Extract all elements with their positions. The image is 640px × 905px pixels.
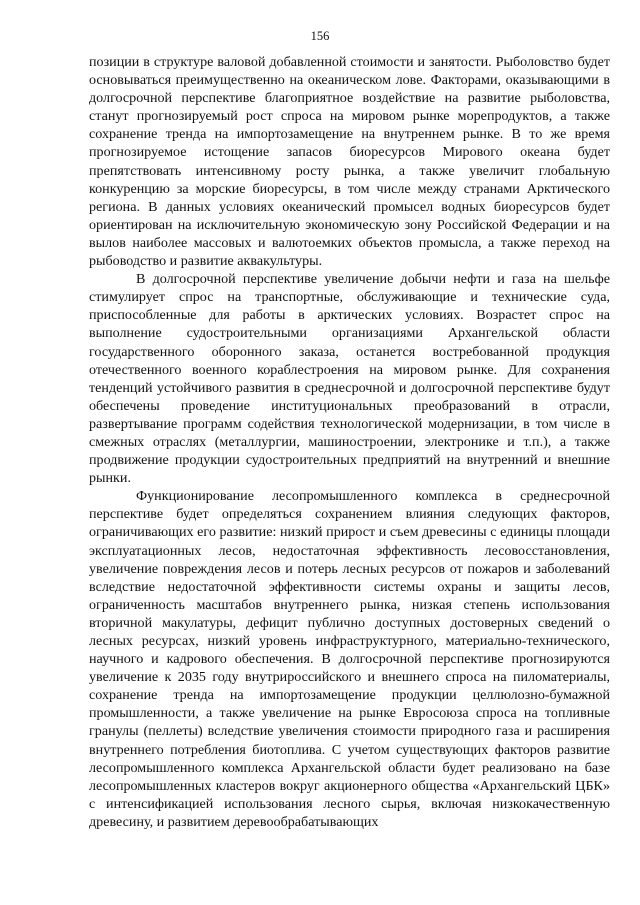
page-number: 156 xyxy=(310,29,330,43)
body-text xyxy=(89,53,610,831)
paragraph-shipbuilding: В долгосрочной перспективе увеличение добычи нефти и газа на шельфе стимулирует спрос на транспортные, обслуживающие и технические суда, приспособленные для работы в арктических условиях. Возрастет спрос на выполнение судостроительными организациями Архангельской области государственного оборонного заказа, останется востребованной продукция отечественного военного кораблестроения на мировом рынке. Для сохранения тенденций устойчивого развития в среднесрочной и долгосрочной перспективе будут обеспечены проведение институциональных преобразований в отрасли, развертывание программ содействия технологической модернизации, в том числе в смежных отраслях (металлургии, машиностроении, электронике и т.п.), а также продвижение продукции судостроительных предприятий на внутренний и внешние рынки. xyxy=(89,271,610,487)
paragraph-fisheries: позиции в структуре валовой добавленной стоимости и занятости. Рыболовство будет основываться преимущественно на океаническом лове. Факторами, оказывающими в долгосрочной перспективе благоприятное воздействие на развитие рыболовства, станут прогнозируемый рост спроса на мировом рынке морепродуктов, а также сохранение тренда на импортозамещение на внутреннем рынке. В то же время прогнозируемое истощение запасов биоресурсов Мирового океана будет препятствовать интенсивному росту рынка, а также увеличит глобальную конкуренцию за морские биоресурсы, в том числе между странами Арктического региона. В данных условиях океанический промысел водных биоресурсов будет ориентирован на исключительную экономическую зону Российской Федерации и на вылов наиболее массовых и валютоемких объектов промысла, а также переход на рыбоводство и развитие аквакультуры. xyxy=(89,54,610,270)
paragraph-forestry: Функционирование лесопромышленного комплекса в среднесрочной перспективе будет определяться сохранением влияния следующих факторов, ограничивающих его развитие: низкий прирост и съем древесины с единицы площади эксплуатационных лесов, недостаточная эффективность лесовосстановления, увеличение повреждения лесов и потерь лесных ресурсов от пожаров и заболеваний вследствие недостаточной эффективности системы охраны и защиты лесов, ограниченность масштабов внутреннего рынка, низкая степень использования вторичной макулатуры, дефицит публично доступных достоверных сведений о лесных ресурсах, низкий уровень инфраструктурного, материально-технического, научного и кадрового обеспечения. В долгосрочной перспективе прогнозируются увеличение к 2035 году внутрироссийского и внешнего спроса на пиломатериалы, сохранение тренда на импортозамещение продукции целлюлозно-бумажной промышленности, а также увеличение на рынке Евросоюза спроса на топливные гранулы (пеллеты) вследствие увеличения стоимости природного газа и расширения внутреннего потребления биотоплива. С учетом существующих факторов развитие лесопромышленного комплекса Архангельской области будет реализовано на базе лесопромышленных кластеров вокруг акционерного общества «Архангельский ЦБК» с интенсификацией использования лесного сырья, включая низкокачественную древесину, и развитием деревообрабатывающих xyxy=(89,488,610,830)
